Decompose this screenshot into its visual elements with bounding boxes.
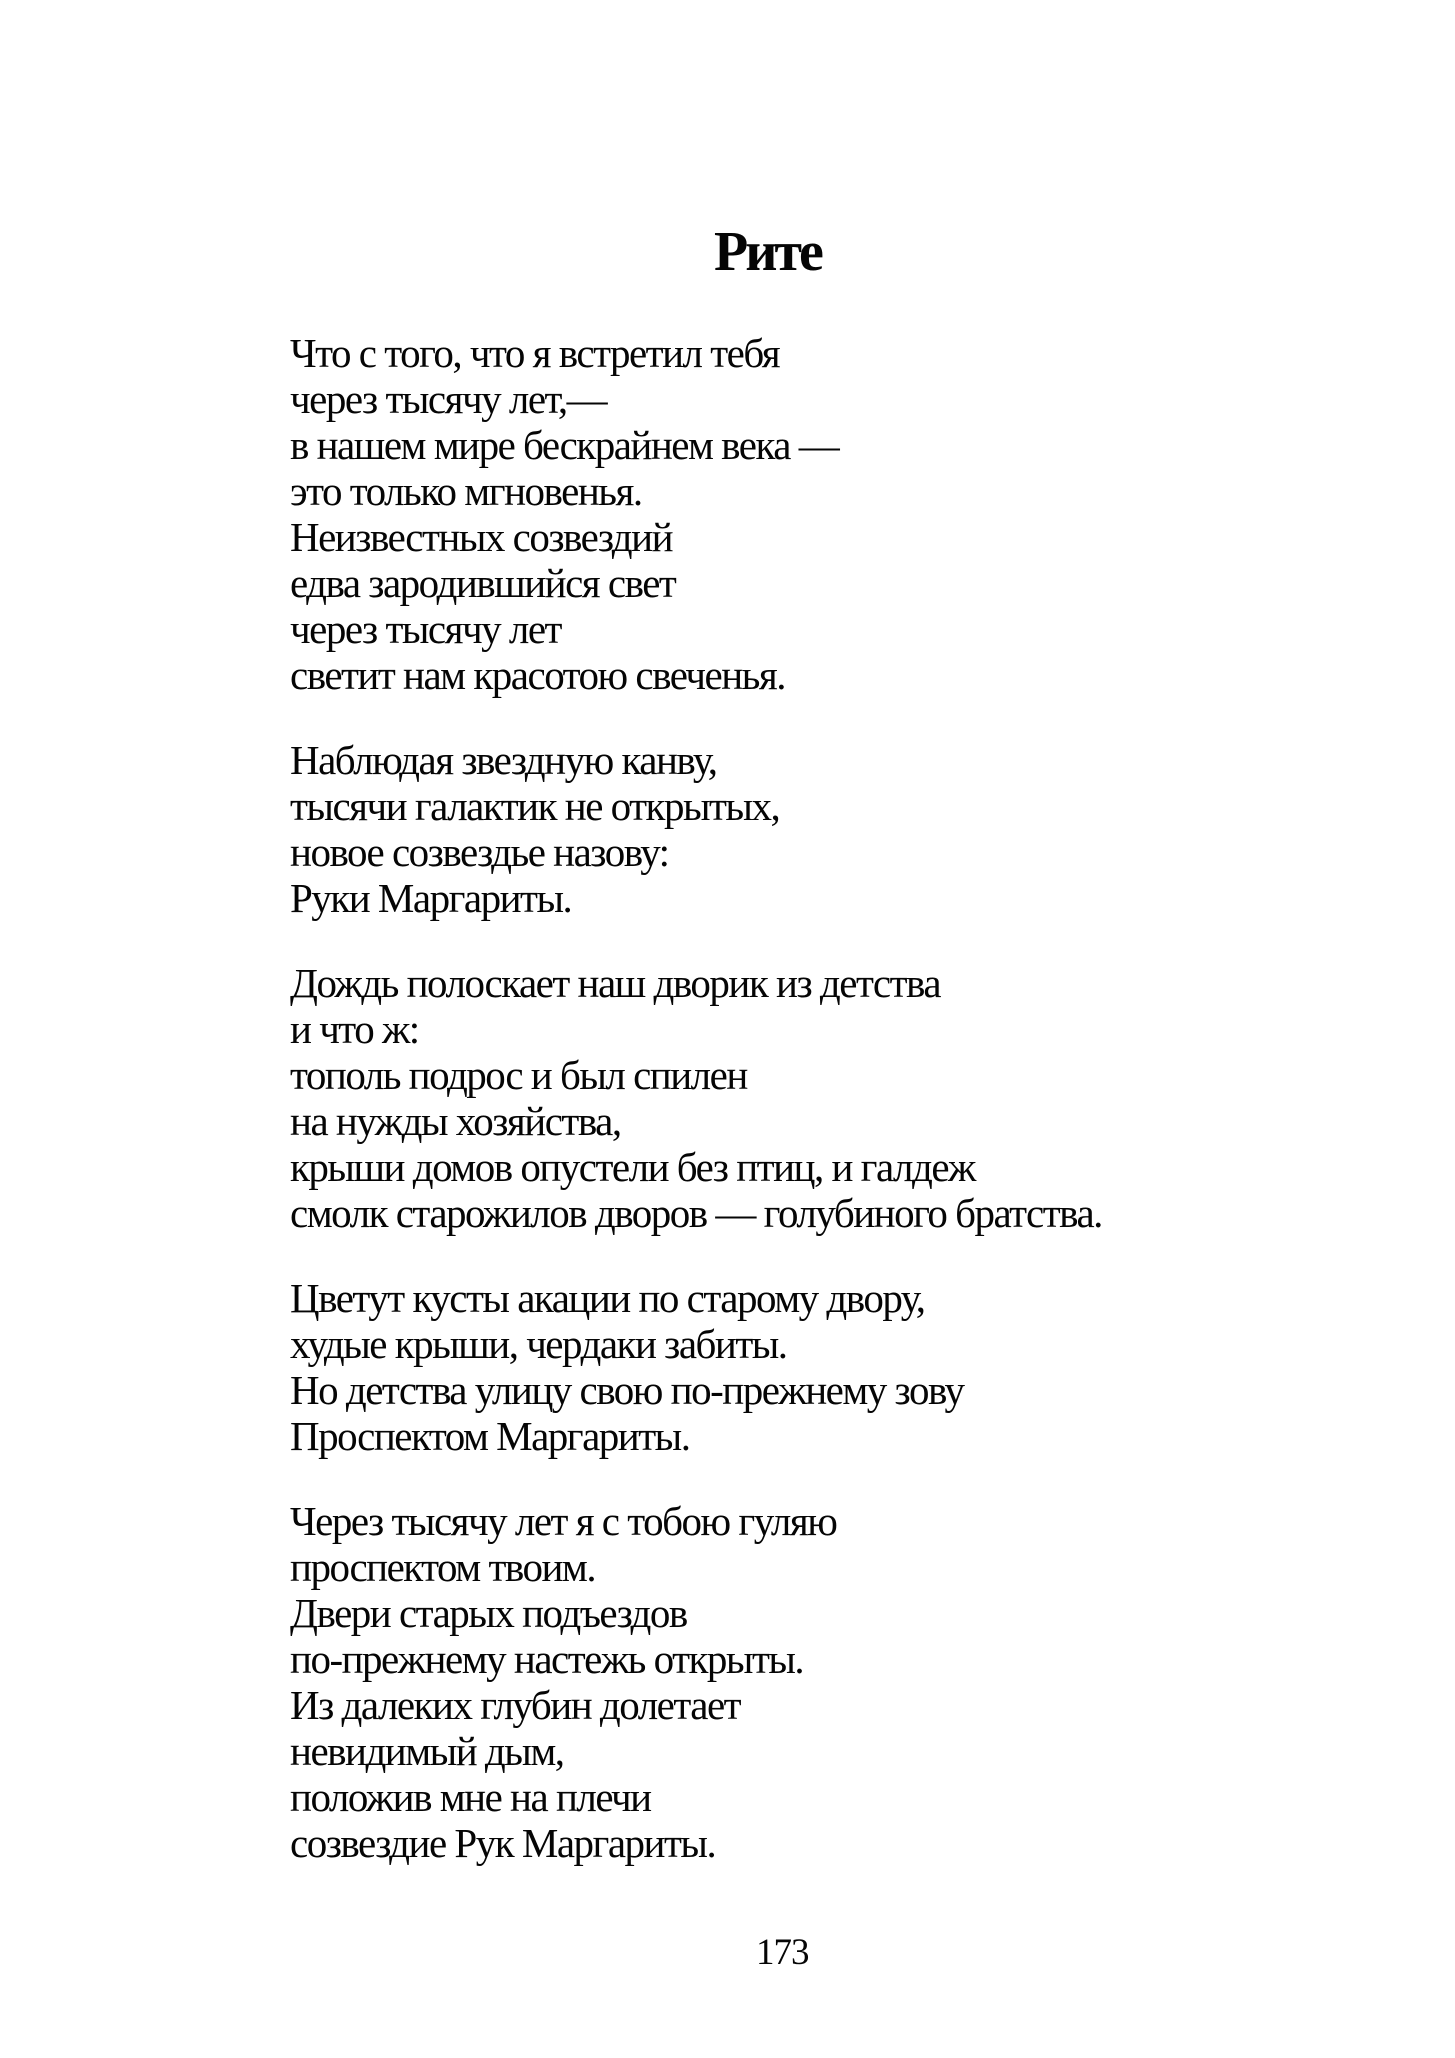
poem-line: это только мгновенья.: [290, 468, 642, 514]
stanza-3: [290, 960, 1102, 1236]
stanza-4: [290, 1275, 1102, 1459]
poem-line: крыши домов опустели без птиц, и галдеж: [290, 1144, 975, 1190]
stanza-5: [290, 1498, 1102, 1866]
poem-line: Из далеких глубин долетает: [290, 1682, 741, 1728]
poem-line: худые крыши, чердаки забиты.: [290, 1321, 787, 1367]
poem-line: Через тысячу лет я с тобою гуляю: [290, 1498, 837, 1544]
poem-line: и что ж:: [290, 1006, 419, 1052]
poem-line: тысячи галактик не открытых,: [290, 783, 780, 829]
poem-line: через тысячу лет: [290, 606, 561, 652]
poem-line: по-прежнему настежь открыты.: [290, 1636, 804, 1682]
stanza-2: [290, 737, 1102, 921]
poem-line: Цветут кусты акации по старому двору,: [290, 1275, 925, 1321]
poem-line: Неизвестных созвездий: [290, 514, 673, 560]
poem-line: новое созвездье назову:: [290, 829, 669, 875]
poem-line: положив мне на плечи: [290, 1774, 651, 1820]
poem-line: светит нам красотою свеченья.: [290, 652, 785, 698]
poem-line: тополь подрос и был спилен: [290, 1052, 747, 1098]
poem-line: Руки Маргариты.: [290, 875, 572, 921]
poem-line: Но детства улицу свою по-прежнему зову: [290, 1367, 964, 1413]
poem-line: на нужды хозяйства,: [290, 1098, 621, 1144]
page-number: 173: [756, 1932, 809, 1973]
poem-line: невидимый дым,: [290, 1728, 564, 1774]
poem-line: проспектом твоим.: [290, 1544, 596, 1590]
poem-line: созвездие Рук Маргариты.: [290, 1820, 716, 1866]
poem-line: Что с того, что я встретил тебя: [290, 330, 780, 376]
poem-line: Наблюдая звездную канву,: [290, 737, 717, 783]
poem-line: Проспектом Маргариты.: [290, 1413, 690, 1459]
poem-line: смолк старожилов дворов — голубиного братства.: [290, 1190, 1102, 1236]
poem-line: через тысячу лет,—: [290, 376, 607, 422]
poem-body: [290, 330, 1102, 1866]
poem-line: Двери старых подъездов: [290, 1590, 687, 1636]
poem-line: в нашем мире бескрайнем века —: [290, 422, 839, 468]
stanza-1: [290, 330, 1102, 698]
poem-line: едва зародившийся свет: [290, 560, 676, 606]
poem-title: Рите: [714, 221, 821, 283]
poem-line: Дождь полоскает наш дворик из детства: [290, 960, 941, 1006]
